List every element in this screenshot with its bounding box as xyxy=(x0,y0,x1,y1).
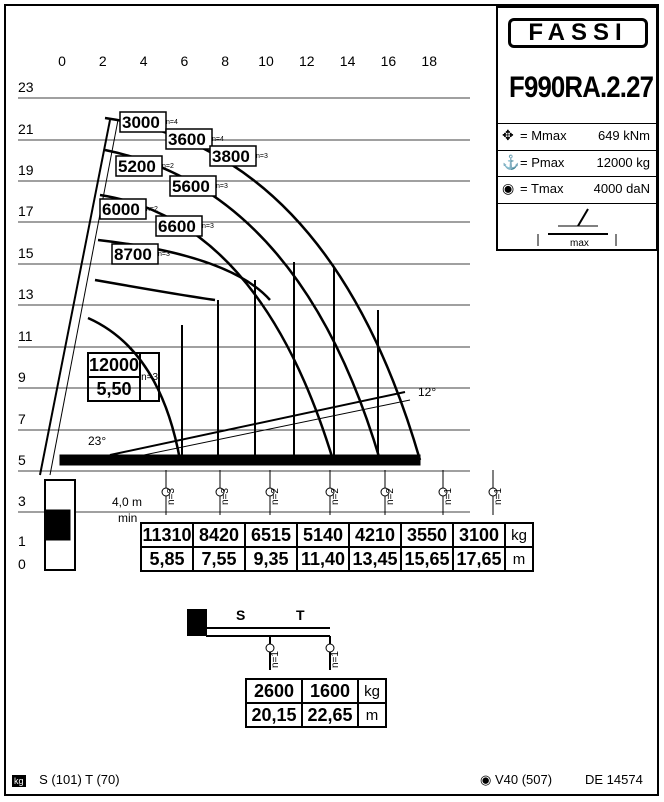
zone-load-n: n=3 xyxy=(202,223,214,230)
main-kg-row xyxy=(141,523,533,547)
spec-value: 649 kNm xyxy=(597,128,650,143)
load-m-cell: 11,40 xyxy=(297,547,349,571)
x-tick-label: 8 xyxy=(221,53,230,69)
model-name: F990RA.2.27 xyxy=(509,71,654,104)
spec-pmax xyxy=(498,150,656,175)
jib-drawing xyxy=(188,610,330,670)
y-tick-label: 1 xyxy=(18,533,26,549)
load-m-cell: 7,55 xyxy=(193,547,245,571)
y-tick-label: 17 xyxy=(18,203,34,219)
stability-label: max xyxy=(570,238,589,249)
inner-n: n=3 xyxy=(140,353,159,401)
zone-load-n: n=2 xyxy=(162,163,174,170)
winch-icon: ◉ xyxy=(502,180,515,196)
zone-load-value: 6000 xyxy=(102,200,140,219)
min-reach: 4,0 m xyxy=(112,495,143,509)
min-label: min xyxy=(118,511,138,525)
jib-s-label: S xyxy=(236,607,246,623)
load-kg-cell: 3550 xyxy=(401,523,453,547)
zone-load-value: 6600 xyxy=(158,217,196,236)
jib-kg-row xyxy=(246,679,386,703)
y-tick-label: 23 xyxy=(18,79,34,95)
zone-load-value: 3000 xyxy=(122,113,160,132)
footer-code: DE 14574 xyxy=(585,772,643,787)
zone-load-value: 5200 xyxy=(118,157,156,176)
load-kg-cell: 6515 xyxy=(245,523,297,547)
x-tick-label: 2 xyxy=(98,53,107,69)
y-tick-label: 5 xyxy=(18,452,26,468)
x-tick-label: 0 xyxy=(58,53,66,69)
zone-load-value: 3800 xyxy=(212,147,250,166)
zone-load-labels xyxy=(100,112,268,264)
hook-n: n=2 xyxy=(270,488,281,505)
x-tick-label: 12 xyxy=(299,53,315,69)
spec-label: = Pmax xyxy=(520,155,565,170)
unit-m: m xyxy=(358,703,386,727)
unit-kg: kg xyxy=(505,523,533,547)
main-load-table xyxy=(140,522,534,572)
jib-t-label: T xyxy=(296,607,305,623)
zone-load-n: n=3 xyxy=(216,183,228,190)
hook-n: n=3 xyxy=(166,488,177,505)
spec-value: 4000 daN xyxy=(593,181,650,196)
unit-kg: kg xyxy=(358,679,386,703)
load-m-cell: 9,35 xyxy=(245,547,297,571)
y-tick-label: 9 xyxy=(18,369,26,385)
x-tick-label: 18 xyxy=(421,53,437,69)
y-tick-label: 0 xyxy=(18,556,26,572)
footer-extensions: S (101) T (70) xyxy=(39,772,120,787)
footer-winch xyxy=(480,772,552,788)
angle-top: 23° xyxy=(88,434,107,448)
hook-n: n=2 xyxy=(385,488,396,505)
zone-load-value: 8700 xyxy=(114,245,152,264)
x-tick-label: 10 xyxy=(258,53,274,69)
jib-hook-icon xyxy=(266,644,274,652)
jib-hook-n: n=1 xyxy=(330,651,341,668)
load-m-cell: 22,65 xyxy=(302,703,358,727)
load-kg-cell: 5140 xyxy=(297,523,349,547)
load-kg-cell: 11310 xyxy=(141,523,193,547)
zone-load-n: n=4 xyxy=(166,119,178,126)
y-tick-label: 11 xyxy=(18,328,33,344)
load-kg-cell: 8420 xyxy=(193,523,245,547)
x-tick-label: 14 xyxy=(339,53,356,69)
zone-load-value: 5600 xyxy=(172,177,210,196)
angle-low: 12° xyxy=(418,385,437,399)
x-tick-label: 6 xyxy=(180,53,189,69)
zone-load-n: n=3 xyxy=(256,153,268,160)
stability-row xyxy=(498,203,656,250)
moment-icon: ✥ xyxy=(502,127,514,143)
load-kg-cell: 2600 xyxy=(246,679,302,703)
hook-icon: ⚓ xyxy=(502,154,520,170)
footer-winch-text: V40 (507) xyxy=(494,772,553,787)
inner-kg: 12000 xyxy=(88,353,140,377)
zone-load-n: n=2 xyxy=(146,206,158,213)
spec-tmax xyxy=(498,176,656,201)
y-tick-label: 21 xyxy=(18,121,34,137)
y-tick-label: 13 xyxy=(18,286,34,302)
load-kg-cell: 4210 xyxy=(349,523,401,547)
x-tick-label: 4 xyxy=(139,53,148,69)
jib-hook-n: n=1 xyxy=(270,651,281,668)
load-m-cell: 17,65 xyxy=(453,547,505,571)
inner-load-table xyxy=(87,352,160,402)
x-tick-label: 16 xyxy=(380,53,397,69)
unit-m: m xyxy=(505,547,533,571)
zone-load-n: n=4 xyxy=(212,136,224,143)
hook-n: n=3 xyxy=(220,488,231,505)
load-kg-cell: 3100 xyxy=(453,523,505,547)
hook-n: n=1 xyxy=(443,488,454,505)
arc-5 xyxy=(95,280,215,300)
y-tick-label: 15 xyxy=(18,245,34,261)
inner-m: 5,50 xyxy=(88,377,140,401)
zone-load-n: n=3 xyxy=(158,251,170,258)
zone-load-value: 3600 xyxy=(168,130,206,149)
spec-box xyxy=(496,6,658,251)
main-m-row xyxy=(141,547,533,571)
load-kg-cell: 1600 xyxy=(302,679,358,703)
jib-load-table xyxy=(245,678,387,728)
y-tick-label: 19 xyxy=(18,162,34,178)
hook-n: n=1 xyxy=(493,488,504,505)
load-m-cell: 13,45 xyxy=(349,547,401,571)
kg-icon: kg xyxy=(14,776,24,786)
spec-value: 12000 kg xyxy=(596,155,650,170)
y-tick-label: 7 xyxy=(18,411,26,427)
spec-mmax xyxy=(498,123,656,148)
stability-icon xyxy=(498,204,656,250)
y-tick-label: 3 xyxy=(18,493,26,509)
jib-m-row xyxy=(246,703,386,727)
arc-3 xyxy=(100,195,333,460)
load-m-cell: 20,15 xyxy=(246,703,302,727)
load-m-cell: 5,85 xyxy=(141,547,193,571)
spec-label: = Mmax xyxy=(520,128,567,143)
load-m-cell: 15,65 xyxy=(401,547,453,571)
hook-n: n=2 xyxy=(330,488,341,505)
spec-label: = Tmax xyxy=(520,181,564,196)
footer-left xyxy=(12,772,120,787)
jib-hook-icon xyxy=(326,644,334,652)
winch-icon: ◉ xyxy=(480,772,492,787)
brand-logo: FASSI xyxy=(508,18,648,48)
